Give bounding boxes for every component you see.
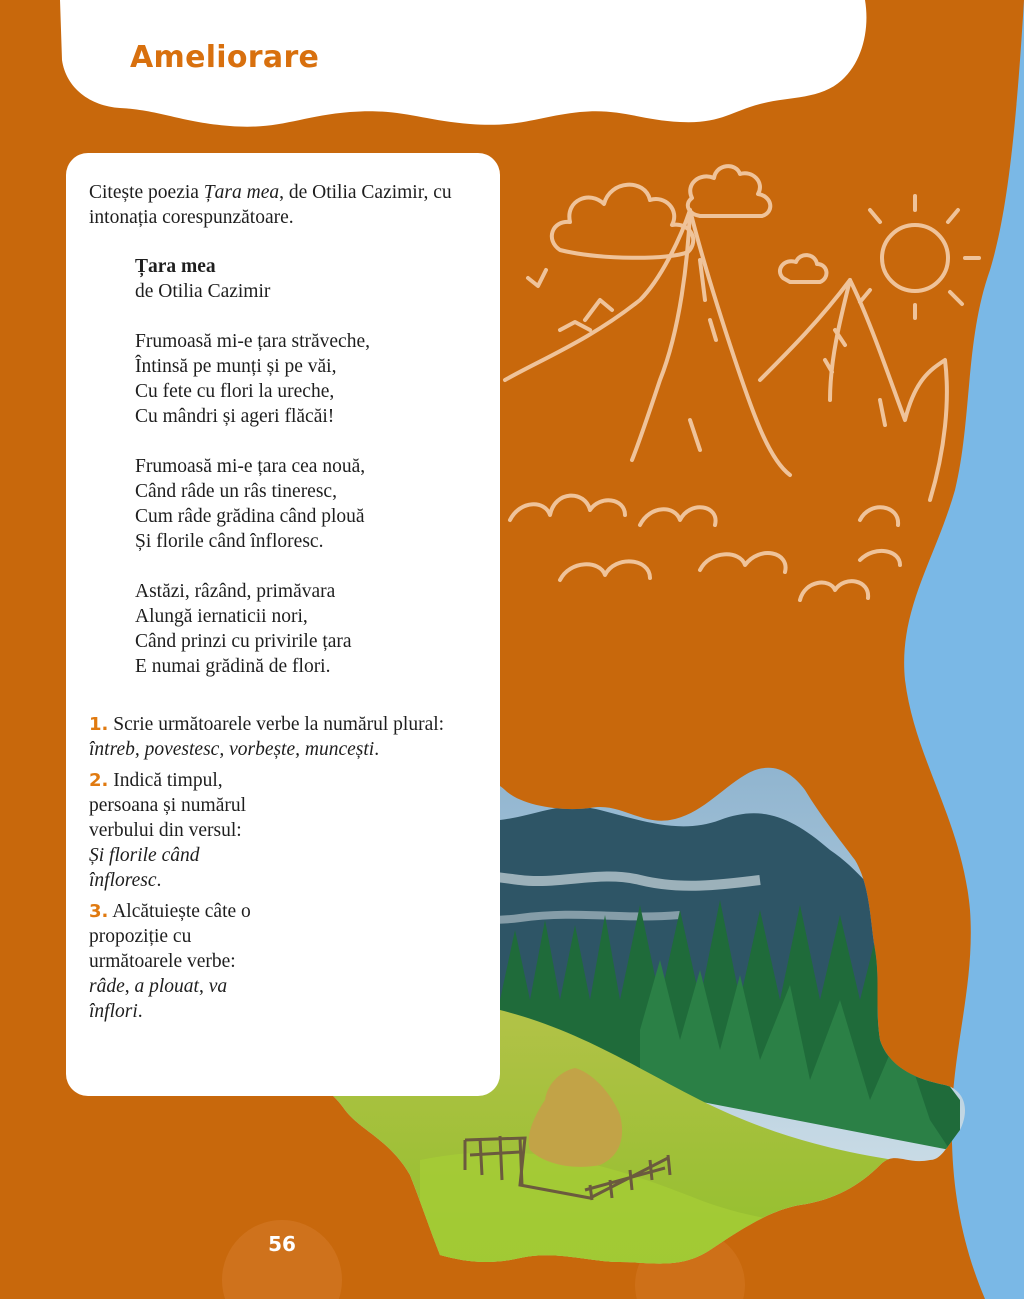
sun-rays bbox=[860, 196, 979, 318]
mountain-left bbox=[505, 210, 790, 475]
exercise-number: 1. bbox=[89, 714, 109, 735]
poem-line: Cu mândri și ageri flăcăi! bbox=[135, 406, 335, 427]
cloud-doodle bbox=[780, 255, 827, 282]
mountain-right bbox=[760, 280, 947, 500]
poem-line: Frumoasă mi-e țara cea nouă, bbox=[135, 456, 366, 477]
poem-line: Alungă iernaticii nori, bbox=[135, 606, 308, 627]
reading-section bbox=[89, 180, 489, 679]
poem-line: Frumoasă mi-e țara străveche, bbox=[135, 331, 370, 352]
stanza-3 bbox=[135, 579, 489, 679]
poem-title: Țara mea bbox=[135, 256, 216, 277]
cloud-doodle bbox=[688, 166, 770, 216]
mountain-doodle bbox=[505, 166, 979, 600]
cloud-doodle bbox=[552, 185, 693, 258]
poem-line: Cum râde grădina când plouă bbox=[135, 506, 365, 527]
page-number: 56 bbox=[268, 1232, 296, 1256]
poem-line: E numai grădină de flori. bbox=[135, 656, 331, 677]
bushes-doodle bbox=[510, 496, 900, 600]
sun-icon bbox=[882, 225, 948, 291]
stanza-1 bbox=[135, 329, 489, 429]
intro-poem-title: Țara mea bbox=[203, 182, 280, 203]
exercise-number: 3. bbox=[89, 901, 109, 922]
page-title: Ameliorare bbox=[130, 40, 320, 75]
poem-line: Întinsă pe munți și pe văi, bbox=[135, 356, 337, 377]
intro-instruction: Citește poezia Țara mea, de Otilia Cazimir, cu intonația corespunzătoare. bbox=[89, 182, 452, 228]
poem-line: Și florile când înfloresc. bbox=[135, 531, 324, 552]
stanza-2 bbox=[135, 454, 489, 554]
poem-line: Când râde un râs tineresc, bbox=[135, 481, 337, 502]
poem-line: Cu fete cu flori la ureche, bbox=[135, 381, 335, 402]
poem-author: de Otilia Cazimir bbox=[135, 281, 271, 302]
poem bbox=[135, 254, 489, 679]
poem-line: Când prinzi cu privirile țara bbox=[135, 631, 352, 652]
poem-line: Astăzi, râzând, primăvara bbox=[135, 581, 336, 602]
exercise-2: 2. Indică timpul, persoana și numărul verbului din versul: Și florile când înfloresc. bbox=[89, 770, 247, 891]
exercises bbox=[89, 712, 489, 1030]
exercise-1: 1. Scrie următoarele verbe la numărul plural: întreb, povestesc, vorbește, muncești. bbox=[89, 714, 445, 760]
exercise-number: 2. bbox=[89, 770, 109, 791]
exercise-3: 3. Alcătuiește câte o propoziție cu următoarele verbe: râde, a plouat, va înflori. bbox=[89, 901, 251, 1022]
